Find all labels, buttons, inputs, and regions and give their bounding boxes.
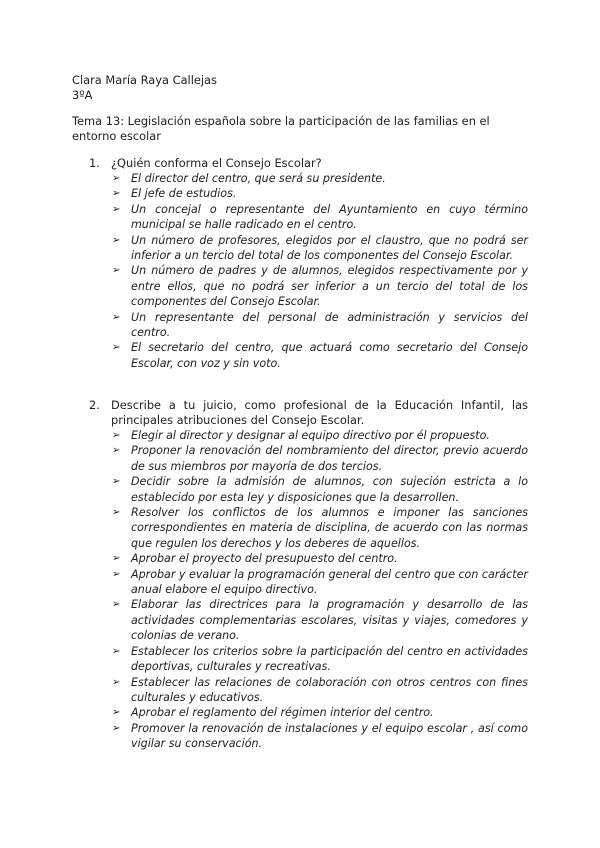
topic-title-line-1: Tema 13: Legislación española sobre la participación de las familias en el xyxy=(72,114,490,128)
arrow-bullet-icon: ➢ xyxy=(112,676,121,688)
list-item: ➢ Proponer la renovación del nombramiento del director, previo acuerdo de sus miembros por mayoría de dos tercios. xyxy=(112,444,528,473)
question-number: 1. xyxy=(89,156,100,170)
arrow-bullet-icon: ➢ xyxy=(112,507,121,519)
arrow-bullet-icon: ➢ xyxy=(112,722,121,734)
list-item: ➢ Establecer los criterios sobre la participación del centro en actividades deportivas, culturales y recreativas. xyxy=(112,644,528,674)
arrow-bullet-icon: ➢ xyxy=(112,553,121,565)
topic-title-line-2: entorno escolar xyxy=(72,129,161,143)
list-item: ➢ Aprobar el proyecto del presupuesto del centro. xyxy=(112,552,398,566)
arrow-bullet-icon: ➢ xyxy=(112,173,121,184)
arrow-bullet-icon: ➢ xyxy=(112,568,121,580)
arrow-bullet-icon: ➢ xyxy=(112,342,121,354)
list-item: ➢ Decidir sobre la admisión de alumnos, con sujeción estricta a lo establecido por esta ley y disposiciones que la desarrollen. xyxy=(112,475,528,504)
arrow-bullet-icon: ➢ xyxy=(112,599,121,611)
list-item: ➢ Promover la renovación de instalaciones y el equipo escolar , así como vigilar su conservación. xyxy=(112,721,528,751)
question-text: ¿Quién conforma el Consejo Escolar? xyxy=(111,156,322,170)
list-item: ➢ Aprobar y evaluar la programación general del centro que con carácter anual elabore el equipo directivo. xyxy=(112,567,528,597)
question-1-bullet-list xyxy=(112,171,528,371)
list-item: ➢ Aprobar el reglamento del régimen interior del centro. xyxy=(112,706,434,720)
arrow-bullet-icon: ➢ xyxy=(112,311,121,323)
list-item: ➢ Resolver los conflictos de los alumnos e imponer las sanciones correspondientes en materia de disciplina, de acuerdo con las normas que regulen los derechos y los deberes de aquellos. xyxy=(112,506,528,550)
arrow-bullet-icon: ➢ xyxy=(112,188,121,200)
arrow-bullet-icon: ➢ xyxy=(112,203,121,215)
list-item: ➢ Establecer las relaciones de colaboración con otros centros con fines culturales y educativos. xyxy=(112,675,528,704)
list-item: ➢ Elegir al director y designar al equipo directivo por él propuesto. xyxy=(112,429,490,442)
arrow-bullet-icon: ➢ xyxy=(112,234,121,246)
list-item: ➢ Un número de profesores, elegidos por el claustro, que no podrá ser inferior a un tercio del total de los componentes del Consejo Escolar. xyxy=(112,233,528,263)
list-item: ➢ Un concejal o representante del Ayuntamiento en cuyo término municipal se halle radicado en el centro. xyxy=(112,202,528,232)
question-2 xyxy=(89,398,528,428)
class-group: 3ºA xyxy=(72,88,93,102)
list-item: ➢ Elaborar las directrices para la programación y desarrollo de las actividades complementarias escolares, visitas y viajes, comedores y colonias de verano. xyxy=(112,598,528,643)
arrow-bullet-icon: ➢ xyxy=(112,645,121,657)
arrow-bullet-icon: ➢ xyxy=(112,445,121,457)
list-item: ➢ Un número de padres y de alumnos, elegidos respectivamente por y entre ellos, que no podrá ser inferior a un tercio del total de los componentes del Consejo Escolar. xyxy=(112,264,528,309)
question-text: Describe a tu juicio, como profesional de la Educación Infantil, las principales atribuciones del Consejo Escolar. xyxy=(111,398,528,427)
author-name: Clara María Raya Callejas xyxy=(72,73,217,87)
arrow-bullet-icon: ➢ xyxy=(112,476,121,488)
question-1 xyxy=(89,156,322,171)
question-2-bullet-list xyxy=(112,428,528,752)
list-item: ➢ Un representante del personal de administración y servicios del centro. xyxy=(112,310,528,340)
arrow-bullet-icon: ➢ xyxy=(112,430,121,441)
question-number: 2. xyxy=(89,398,100,412)
arrow-bullet-icon: ➢ xyxy=(112,265,121,277)
list-item: ➢ El director del centro, que será su presidente. xyxy=(112,172,386,185)
list-item: ➢ El jefe de estudios. xyxy=(112,187,237,201)
arrow-bullet-icon: ➢ xyxy=(112,707,121,719)
list-item: ➢ El secretario del centro, que actuará como secretario del Consejo Escolar, con voz y sin voto. xyxy=(112,341,528,370)
